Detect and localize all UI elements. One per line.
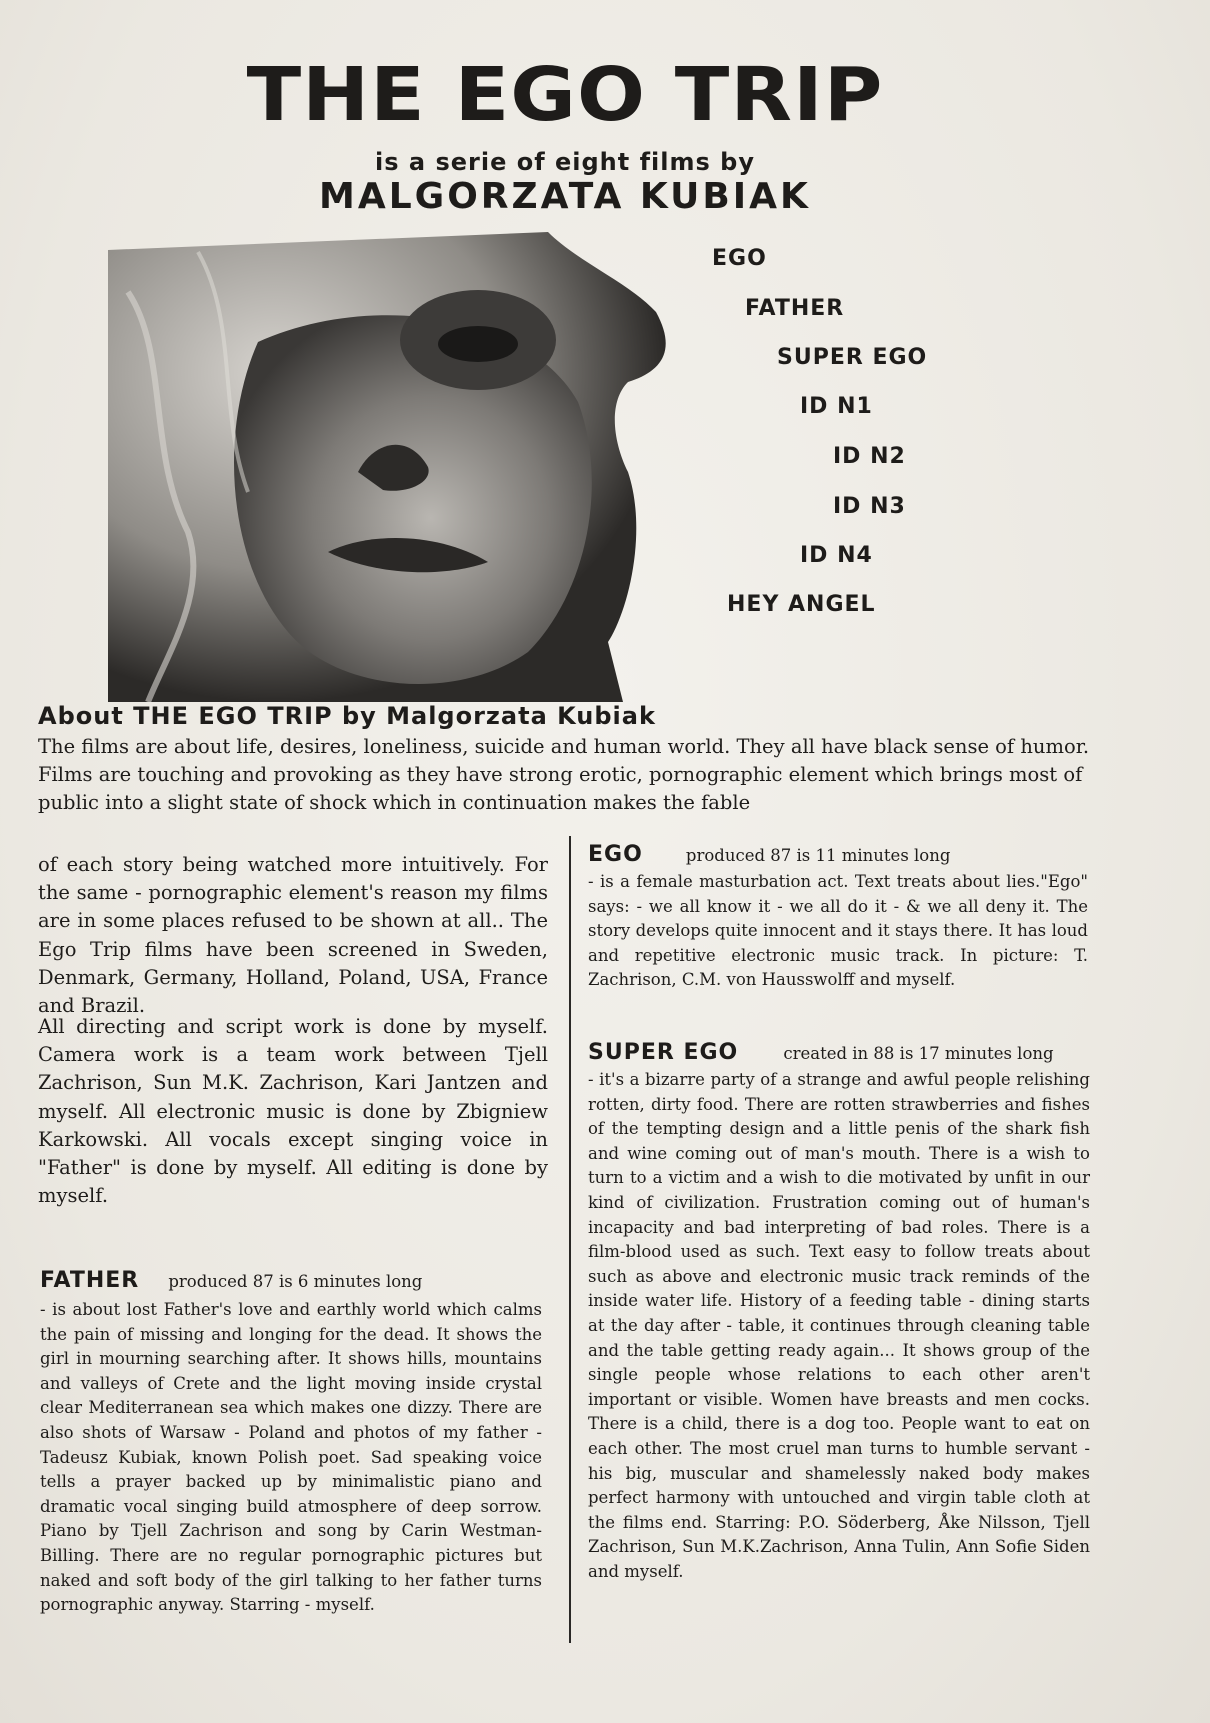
father-description: - is about lost Father's love and earthly world which calms the pain of missing and longing for the dead. It shows the girl in mourning searching after. It shows hills, mountains and valleys of Crete and the light moving inside crystal clear Mediterranean sea which makes one dizzy. There are also shots of Warsaw - Poland and photos of my father - Tadeusz Kubiak, known Polish poet. Sad speaking voice tells a prayer backed up by minimalistic piano and dramatic vocal singing build atmosphere of deep sorrow. Piano by Tjell Zachrison and song by Carin Westman-Billing. There are no regular pornographic pictures but naked and soft body of the girl talking to her father turns pornographic anyway. Starring - myself. bbox=[40, 1300, 542, 1615]
film-list-item: ID N1 bbox=[800, 394, 873, 419]
film-list-item: ID N2 bbox=[833, 444, 906, 469]
father-title: FATHER bbox=[40, 1268, 140, 1293]
flyer-subtitle: is a serie of eight films by bbox=[375, 148, 755, 176]
portrait-photo bbox=[108, 232, 688, 702]
film-list-item: HEY ANGEL bbox=[727, 592, 876, 617]
about-paragraph-continued: of each story being watched more intuitively. For the same - pornographic element's reason my films are in some places refused to be shown at all.. The Ego Trip films have been screened in Sweden, Denmark, Germany, Holland, Poland, USA, France and Brazil. bbox=[38, 853, 548, 1018]
about-heading: About THE EGO TRIP by Malgorzata Kubiak bbox=[38, 702, 656, 730]
ego-title: EGO bbox=[588, 842, 643, 867]
ego-note: produced 87 is 11 minutes long bbox=[685, 846, 951, 865]
super-ego-title: SUPER EGO bbox=[588, 1040, 739, 1065]
film-list-item: SUPER EGO bbox=[777, 345, 928, 370]
super-ego-description: - it's a bizarre party of a strange and awful people relishing rotten, dirty food. There are rotten strawberries and fishes of the tempting design and a little penis of the shark fish and wine coming out of man's mouth. There is a wish to turn to a victim and a wish to die motivated by unfit in our kind of civilization. Frustration coming out of human's incapacity and bad interpreting of bad roles. There is a film-blood used as such. Text easy to follow treats about such as above and electronic music track reminds of the inside water life. History of a feeding table - dining starts at the day after - table, it continues through cleaning table and the table getting ready again... It shows group of the single people whose relations to each other aren't important or visible. Women have breasts and men cocks. There is a child, there is a dog too. People want to eat on each other. The most cruel man turns to humble servant - his big, muscular and shamelessly naked body makes perfect harmony with untouched and virgin table cloth at the films end. Starring: P.O. Söderberg, Åke Nilsson, Tjell Zachrison, Sun M.K.Zachrison, Anna Tulin, Ann Sofie Siden and myself. bbox=[588, 1070, 1090, 1581]
father-note: produced 87 is 6 minutes long bbox=[168, 1272, 423, 1291]
film-list-item: ID N3 bbox=[833, 494, 906, 519]
super-ego-note: created in 88 is 17 minutes long bbox=[783, 1044, 1054, 1063]
credits-paragraph: All directing and script work is done by myself. Camera work is a team work between Tjell Zachrison, Sun M.K. Zachrison, Kari Jantzen and myself. All electronic music is done by Zbigniew Karkowski. All vocals except singing voice in "Father" is done by myself. All editing is done by myself. bbox=[38, 1015, 548, 1208]
about-paragraph: The films are about life, desires, loneliness, suicide and human world. They all have black sense of humor. Films are touching and provoking as they have strong erotic, pornographic element which brings most of public into a slight state of shock which in continuation makes the fable bbox=[38, 735, 1090, 815]
flyer-author: MALGORZATA KUBIAK bbox=[319, 176, 811, 217]
super-ego-header bbox=[588, 1040, 1054, 1065]
film-list-item: EGO bbox=[712, 246, 767, 271]
column-divider bbox=[569, 836, 571, 1643]
ego-header bbox=[588, 842, 950, 867]
film-list-item: FATHER bbox=[745, 296, 845, 321]
ego-description: - is a female masturbation act. Text treats about lies."Ego" says: - we all know it - we all do it - & we all deny it. The story develops quite innocent and it stays there. It has loud and repetitive electronic music track. In picture: T. Zachrison, C.M. von Hausswolff and myself. bbox=[588, 872, 1088, 990]
flyer-title: THE EGO TRIP bbox=[246, 51, 884, 138]
film-list-item: ID N4 bbox=[800, 543, 873, 568]
father-header bbox=[40, 1268, 422, 1293]
